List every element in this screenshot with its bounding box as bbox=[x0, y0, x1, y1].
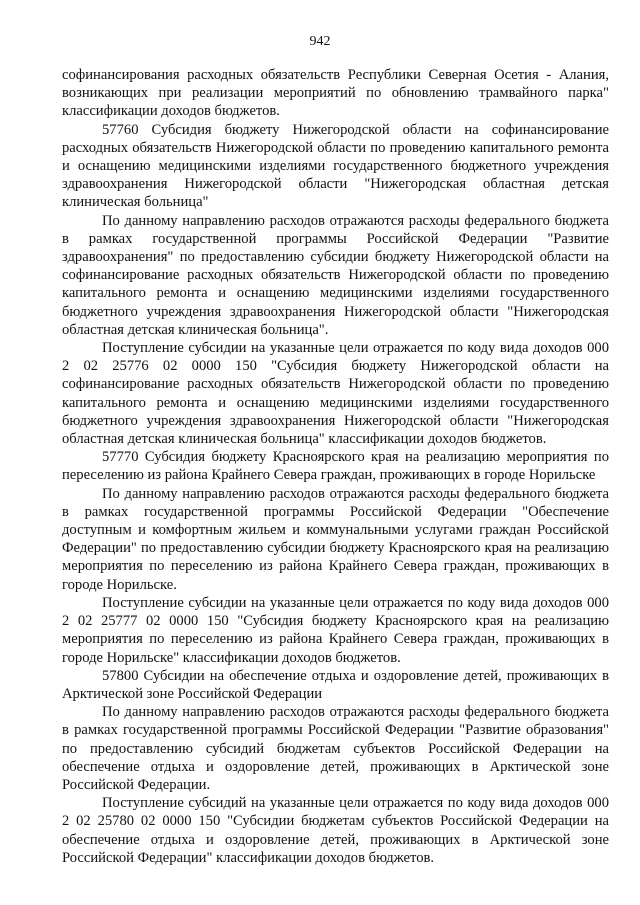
paragraph-continuation: софинансирования расходных обязательств Республики Северная Осетия - Алания, возникающих при реализации мероприятий по обновлению трамвайного парка" классификации доходов бюджетов. bbox=[62, 67, 609, 120]
document-body bbox=[62, 66, 609, 867]
paragraph: По данному направлению расходов отражаются расходы федерального бюджета в рамках государственной программы Российской Федерации "Обеспечение доступным и комфортным жильем и коммунальными услугами граждан Российской Федерации" по предоставлению субсидии бюджету Красноярского края на реализацию мероприятия по переселению из района Крайнего Севера граждан, проживающих в городе Норильске. bbox=[62, 485, 609, 593]
paragraph: По данному направлению расходов отражаются расходы федерального бюджета в рамках государственной программы Российской Федерации "Развитие здравоохранения" по предоставлению субсидии бюджету Нижегородской области на софинансирование расходных обязательств Нижегородской области по проведению капитального ремонта и оснащению медицинскими изделиями государственного бюджетного учреждения здравоохранения Нижегородской области "Нижегородская областная детская клиническая больница". bbox=[62, 212, 609, 338]
page-number: 942 bbox=[309, 34, 331, 49]
paragraph: По данному направлению расходов отражаются расходы федерального бюджета в рамках государственной программы Российской Федерации "Развитие образования" по предоставлению субсидий бюджетам субъектов Российской Федерации на обеспечение отдыха и оздоровление детей, проживающих в Арктической зоне Российской Федерации. bbox=[62, 704, 609, 793]
paragraph-heading-57800: 57800 Субсидии на обеспечение отдыха и оздоровление детей, проживающих в Арктической зоне Российской Федерации bbox=[62, 667, 609, 702]
paragraph-heading-57760: 57760 Субсидия бюджету Нижегородской области на софинансирование расходных обязательств Нижегородской области по проведению капитального ремонта и оснащению медицинскими изделиями государственного бюджетного учреждения здравоохранения Нижегородской области "Нижегородская областная детская клиническая больница" bbox=[62, 121, 609, 211]
paragraph: Поступление субсидии на указанные цели отражается по коду вида доходов 000 2 02 25776 02 0000 150 "Субсидия бюджету Нижегородской области на софинансирование расходных обязательств Нижегородской области по проведению капитального ремонта и оснащению медицинскими изделиями государственного бюджетного учреждения здравоохранения Нижегородской области "Нижегородская областная детская клиническая больница" классификации доходов бюджетов. bbox=[62, 340, 609, 448]
paragraph: Поступление субсидии на указанные цели отражается по коду вида доходов 000 2 02 25777 02 0000 150 "Субсидия бюджету Красноярского края на реализацию мероприятия по переселению из района Крайнего Севера граждан, проживающих в городе Норильске" классификации доходов бюджетов. bbox=[62, 594, 609, 666]
paragraph-heading-57770: 57770 Субсидия бюджету Красноярского края на реализацию мероприятия по переселению из района Крайнего Севера граждан, проживающих в городе Норильске bbox=[62, 449, 609, 484]
paragraph: Поступление субсидий на указанные цели отражается по коду вида доходов 000 2 02 25780 02 0000 150 "Субсидии бюджетам субъектов Российской Федерации на обеспечение отдыха и оздоровление детей, проживающих в Арктической зоне Российской Федерации" классификации доходов бюджетов. bbox=[62, 795, 609, 866]
